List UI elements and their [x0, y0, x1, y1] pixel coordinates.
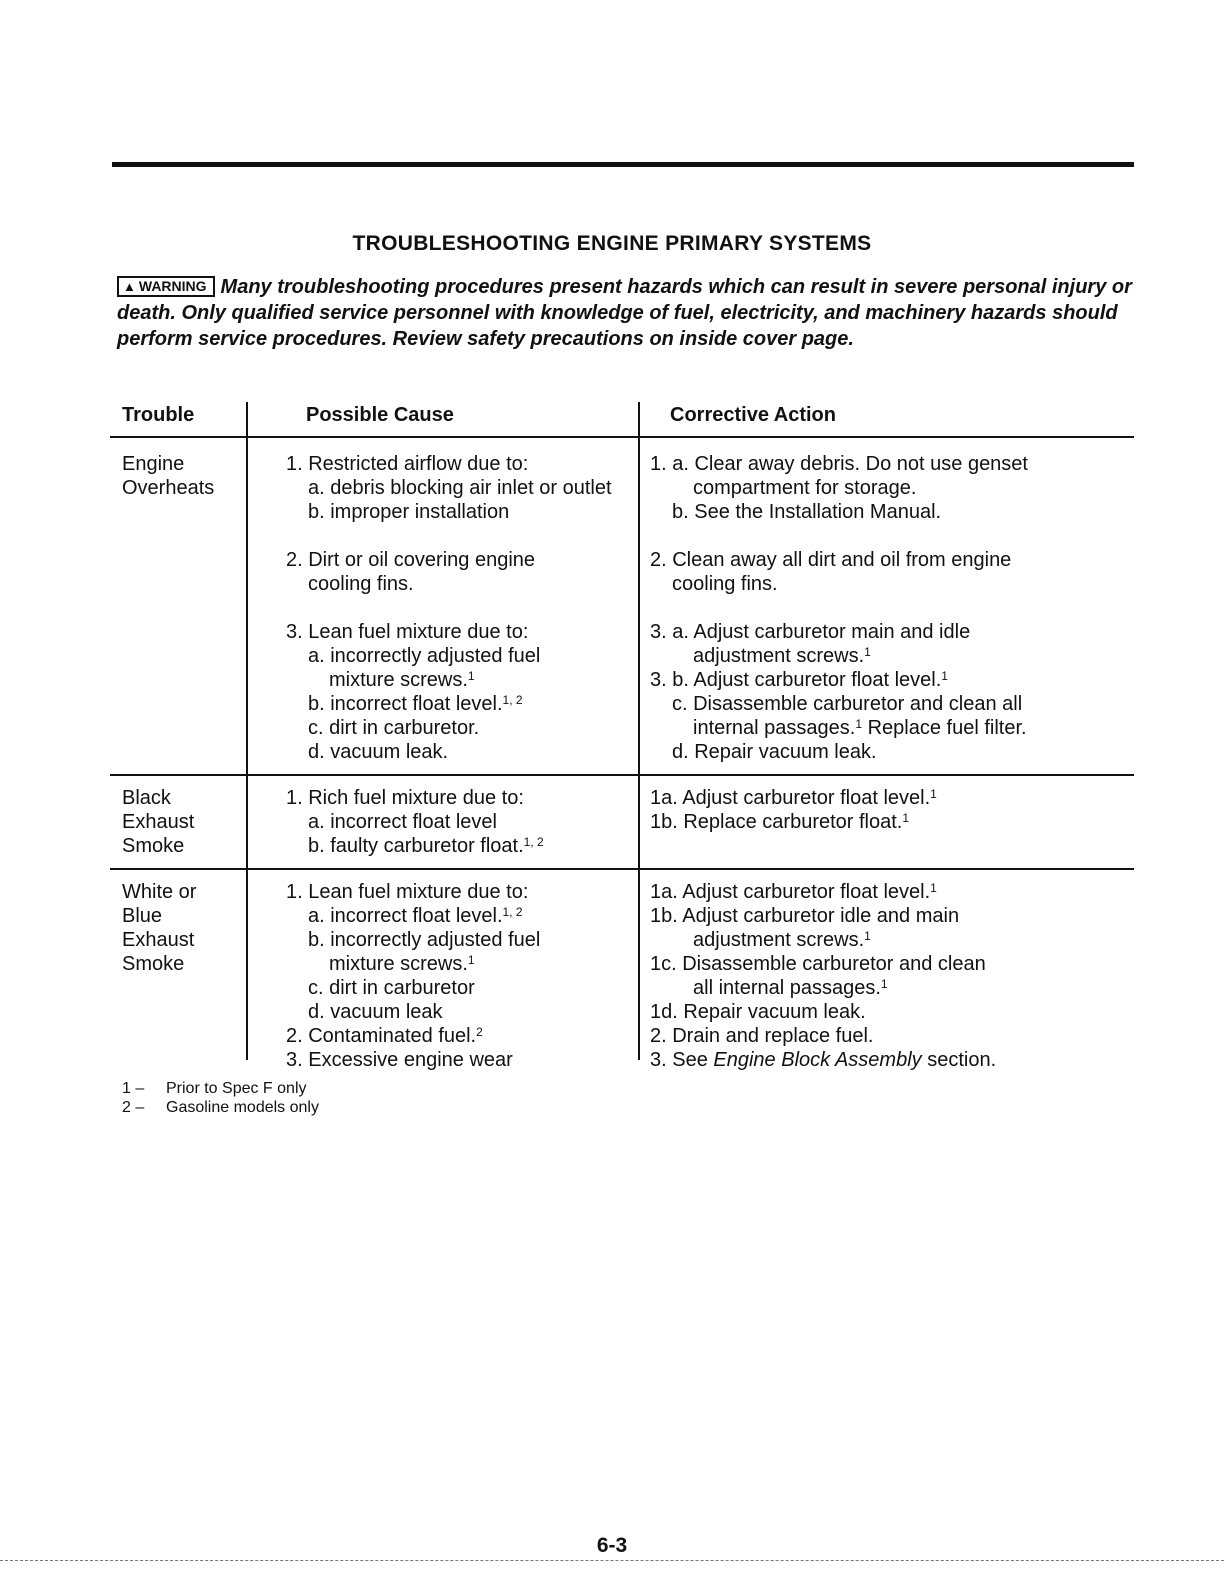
footnote-ref: 1	[930, 881, 937, 895]
action-line: compartment for storage.	[693, 477, 917, 499]
footnote-ref: 1, 2	[523, 835, 544, 849]
action-line: d. Repair vacuum leak.	[672, 741, 877, 763]
action-line: 1a. Adjust carburetor float level.	[650, 787, 931, 809]
footnote-ref: 1	[880, 977, 888, 991]
footnote-key: 1 –	[122, 1080, 145, 1097]
row1-cause	[286, 452, 612, 764]
footnote	[122, 1079, 319, 1098]
action-line: cooling fins.	[672, 573, 778, 595]
action-line: Replace fuel filter.	[867, 717, 1027, 739]
action-line: 1a. Adjust carburetor float level.	[650, 881, 931, 903]
warning-label-box	[117, 276, 215, 297]
action-line: 2. Clean away all dirt and oil from engine	[650, 549, 1012, 571]
row1-trouble	[122, 452, 214, 500]
footnote-ref: 1	[467, 669, 475, 683]
warning-text: Many troubleshooting procedures present hazards which can result in severe personal injury or death. Only qualified service personnel with knowledge of fuel, electricity, and machinery hazards should perform service procedures. Review safety precautions on inside cover page.	[117, 276, 1132, 350]
action-line: 1c. Disassemble carburetor and clean	[650, 953, 986, 975]
footnote-ref: 1, 2	[502, 693, 523, 707]
cause-line: 3. Excessive engine wear	[286, 1049, 513, 1071]
cause-line: a. debris blocking air inlet or outlet	[308, 477, 612, 499]
action-line: 3. See	[650, 1049, 708, 1071]
trouble-line: White or	[122, 881, 197, 903]
trouble-line: Overheats	[122, 477, 215, 499]
cause-line: 2. Dirt or oil covering engine	[286, 549, 536, 571]
cause-line: 1. Lean fuel mixture due to:	[286, 881, 529, 903]
action-line: adjustment screws.	[693, 645, 865, 667]
footnote-key: 2 –	[122, 1099, 145, 1116]
header-corrective-action: Corrective Action	[670, 404, 836, 426]
warning-label: WARNING	[138, 278, 207, 294]
action-line: 3. b. Adjust carburetor float level.	[650, 669, 942, 691]
cause-line: c. dirt in carburetor	[308, 977, 475, 999]
cause-line: d. vacuum leak.	[308, 741, 449, 763]
cause-line: b. improper installation	[308, 501, 510, 523]
action-line: 2. Drain and replace fuel.	[650, 1025, 874, 1047]
cause-line: a. incorrect float level	[308, 811, 497, 833]
footnote-ref: 1	[941, 669, 948, 683]
cause-line: b. faulty carburetor float.	[308, 835, 524, 857]
trouble-line: Exhaust	[122, 929, 195, 951]
trouble-line: Smoke	[122, 835, 185, 857]
footnote-text: Gasoline models only	[166, 1099, 319, 1116]
action-line: b. See the Installation Manual.	[672, 501, 942, 523]
cause-line: cooling fins.	[308, 573, 414, 595]
row-rule-2	[110, 868, 1134, 870]
action-line: section.	[927, 1049, 997, 1071]
action-line: internal passages.	[693, 717, 856, 739]
row2-action	[650, 786, 937, 834]
cause-line: b. incorrect float level.	[308, 693, 503, 715]
footnote-ref: 1	[902, 811, 910, 825]
row3-action	[650, 880, 996, 1072]
cause-line: 1. Rich fuel mixture due to:	[286, 787, 524, 809]
row2-cause	[286, 786, 544, 858]
cause-line: 2. Contaminated fuel.	[286, 1025, 477, 1047]
page-title: TROUBLESHOOTING ENGINE PRIMARY SYSTEMS	[352, 232, 872, 255]
warning-notice	[117, 274, 1135, 352]
footnote-text: Prior to Spec F only	[166, 1080, 307, 1097]
cause-line: mixture screws.	[329, 953, 468, 975]
warning-triangle-icon: ▲	[123, 279, 136, 294]
header-rule	[110, 436, 1134, 438]
action-line: 1d. Repair vacuum leak.	[650, 1001, 866, 1023]
footnote-ref: 1	[864, 645, 871, 659]
trouble-line: Blue	[122, 905, 163, 927]
cause-line: d. vacuum leak	[308, 1001, 443, 1023]
header-trouble: Trouble	[122, 404, 195, 426]
cause-line: b. incorrectly adjusted fuel	[308, 929, 541, 951]
cause-line: 1. Restricted airflow due to:	[286, 453, 529, 475]
trouble-line: Smoke	[122, 953, 185, 975]
footnote-ref: 1	[855, 717, 863, 731]
cause-line: a. incorrect float level.	[308, 905, 503, 927]
action-line: adjustment screws.	[693, 929, 865, 951]
action-line: all internal passages.	[693, 977, 881, 999]
row-rule-1	[110, 774, 1134, 776]
footnotes	[122, 1079, 319, 1117]
footnote-ref: 1	[864, 929, 871, 943]
action-line: 3. a. Adjust carburetor main and idle	[650, 621, 971, 643]
footnote-ref: 1	[930, 787, 937, 801]
action-line: 1. a. Clear away debris. Do not use genset	[650, 453, 1028, 475]
row1-action	[650, 452, 1028, 764]
trouble-line: Exhaust	[122, 811, 195, 833]
page-number: 6-3	[596, 1534, 628, 1557]
trouble-line: Engine	[122, 453, 185, 475]
row2-trouble	[122, 786, 194, 858]
footnote-ref: 1	[467, 953, 475, 967]
cause-line: 3. Lean fuel mixture due to:	[286, 621, 529, 643]
cause-line: mixture screws.	[329, 669, 468, 691]
column-divider-1	[246, 402, 248, 1060]
footnote	[122, 1098, 319, 1117]
row3-cause	[286, 880, 540, 1072]
action-line: 1b. Adjust carburetor idle and main	[650, 905, 960, 927]
cause-line: a. incorrectly adjusted fuel	[308, 645, 541, 667]
action-line: 1b. Replace carburetor float.	[650, 811, 903, 833]
header-possible-cause: Possible Cause	[306, 404, 454, 426]
top-rule	[112, 162, 1134, 167]
footnote-ref: 1, 2	[502, 905, 523, 919]
scan-edge	[0, 1560, 1224, 1561]
column-divider-2	[638, 402, 640, 1060]
trouble-line: Black	[122, 787, 171, 809]
action-line-emphasis: Engine Block Assembly	[713, 1049, 922, 1071]
footnote-ref: 2	[476, 1025, 483, 1039]
action-line: c. Disassemble carburetor and clean all	[672, 693, 1023, 715]
row3-trouble	[122, 880, 196, 976]
cause-line: c. dirt in carburetor.	[308, 717, 480, 739]
